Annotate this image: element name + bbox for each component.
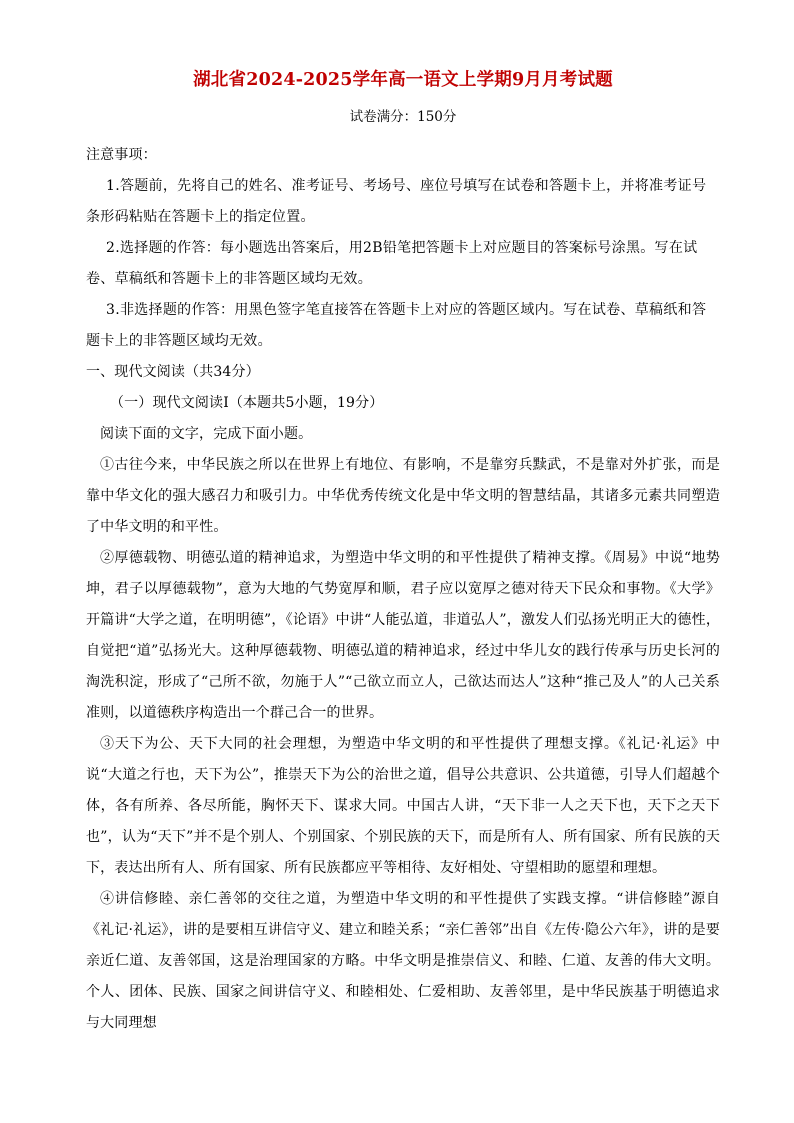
notice-item-2: 2.选择题的作答：每小题选出答案后，用2B铅笔把答题卡上对应题目的答案标号涂黑。写在试卷、草稿纸和答题卡上的非答题区域均无效。 xyxy=(86,240,698,287)
notice-item-1: 1.答题前，先将自己的姓名、准考证号、考场号、座位号填写在试卷和答题卡上，并将准考证号条形码粘贴在答题卡上的指定位置。 xyxy=(86,178,707,225)
passage-paragraph-1: ①古往今来，中华民族之所以在世界上有地位、有影响，不是靠穷兵黩武，不是靠对外扩张，而是靠中华文化的强大感召力和吸引力。中华优秀传统文化是中华文明的智慧结晶，其诸多元素共同塑造了中华文明的和平性。 xyxy=(86,457,720,535)
full-score-label: 试卷满分：150分 xyxy=(349,109,457,125)
notice-heading: 注意事项： xyxy=(86,147,157,163)
reading-instruction: 阅读下面的文字，完成下面小题。 xyxy=(100,426,313,442)
notice-item-3: 3.非选择题的作答：用黑色签字笔直接答在答题卡上对应的答题区域内。写在试卷、草稿纸和答题卡上的非答题区域均无效。 xyxy=(86,302,707,349)
section-heading: 一、现代文阅读（共34分） xyxy=(86,364,260,380)
exam-title: 湖北省2024-2025学年高一语文上学期9月月考试题 xyxy=(193,70,613,90)
passage-paragraph-2: ②厚德载物、明德弘道的精神追求，为塑造中华文明的和平性提供了精神支撑。《周易》中说“地势坤，君子以厚德载物”，意为大地的气势宽厚和顺，君子应以宽厚之德对待天下民众和事物。《大学》开篇讲“大学之道，在明明德”，《论语》中讲“人能弘道，非道弘人”，激发人们弘扬光明正大的德性，自觉把“道”弘扬光大。这种厚德载物、明德弘道的精神追求，经过中华儿女的践行传承与历史长河的淘洗积淀，形成了“己所不欲，勿施于人”“己欲立而立人，己欲达而达人”这种“推己及人”的人己关系准则，以道德秩序构造出一个群己合一的世界。 xyxy=(86,550,720,721)
subsection-heading: （一）现代文阅读Ⅰ（本题共5小题，19分） xyxy=(110,395,384,411)
passage-paragraph-4: ④讲信修睦、亲仁善邻的交往之道，为塑造中华文明的和平性提供了实践支撑。“讲信修睦”源自《礼记·礼运》，讲的是要相互讲信守义、建立和睦关系；“亲仁善邻”出自《左传·隐公六年》，讲的是要亲近仁道、友善邻国，这是治理国家的方略。中华文明是推崇信义、和睦、仁道、友善的伟大文明。个人、团体、民族、国家之间讲信守义、和睦相处、仁爱相助、友善邻里，是中华民族基于明德追求与大同理想 xyxy=(86,891,720,1031)
passage-paragraph-3: ③天下为公、天下大同的社会理想，为塑造中华文明的和平性提供了理想支撑。《礼记·礼运》中说“大道之行也，天下为公”，推崇天下为公的治世之道，倡导公共意识、公共道德，引导人们超越个体，各有所养、各尽所能，胸怀天下、谋求大同。中国古人讲，“天下非一人之天下也，天下之天下也”，认为“天下”并不是个别人、个别国家、个别民族的天下，而是所有人、所有国家、所有民族的天下，表达出所有人、所有国家、所有民族都应平等相待、友好相处、守望相助的愿望和理想。 xyxy=(86,736,720,876)
